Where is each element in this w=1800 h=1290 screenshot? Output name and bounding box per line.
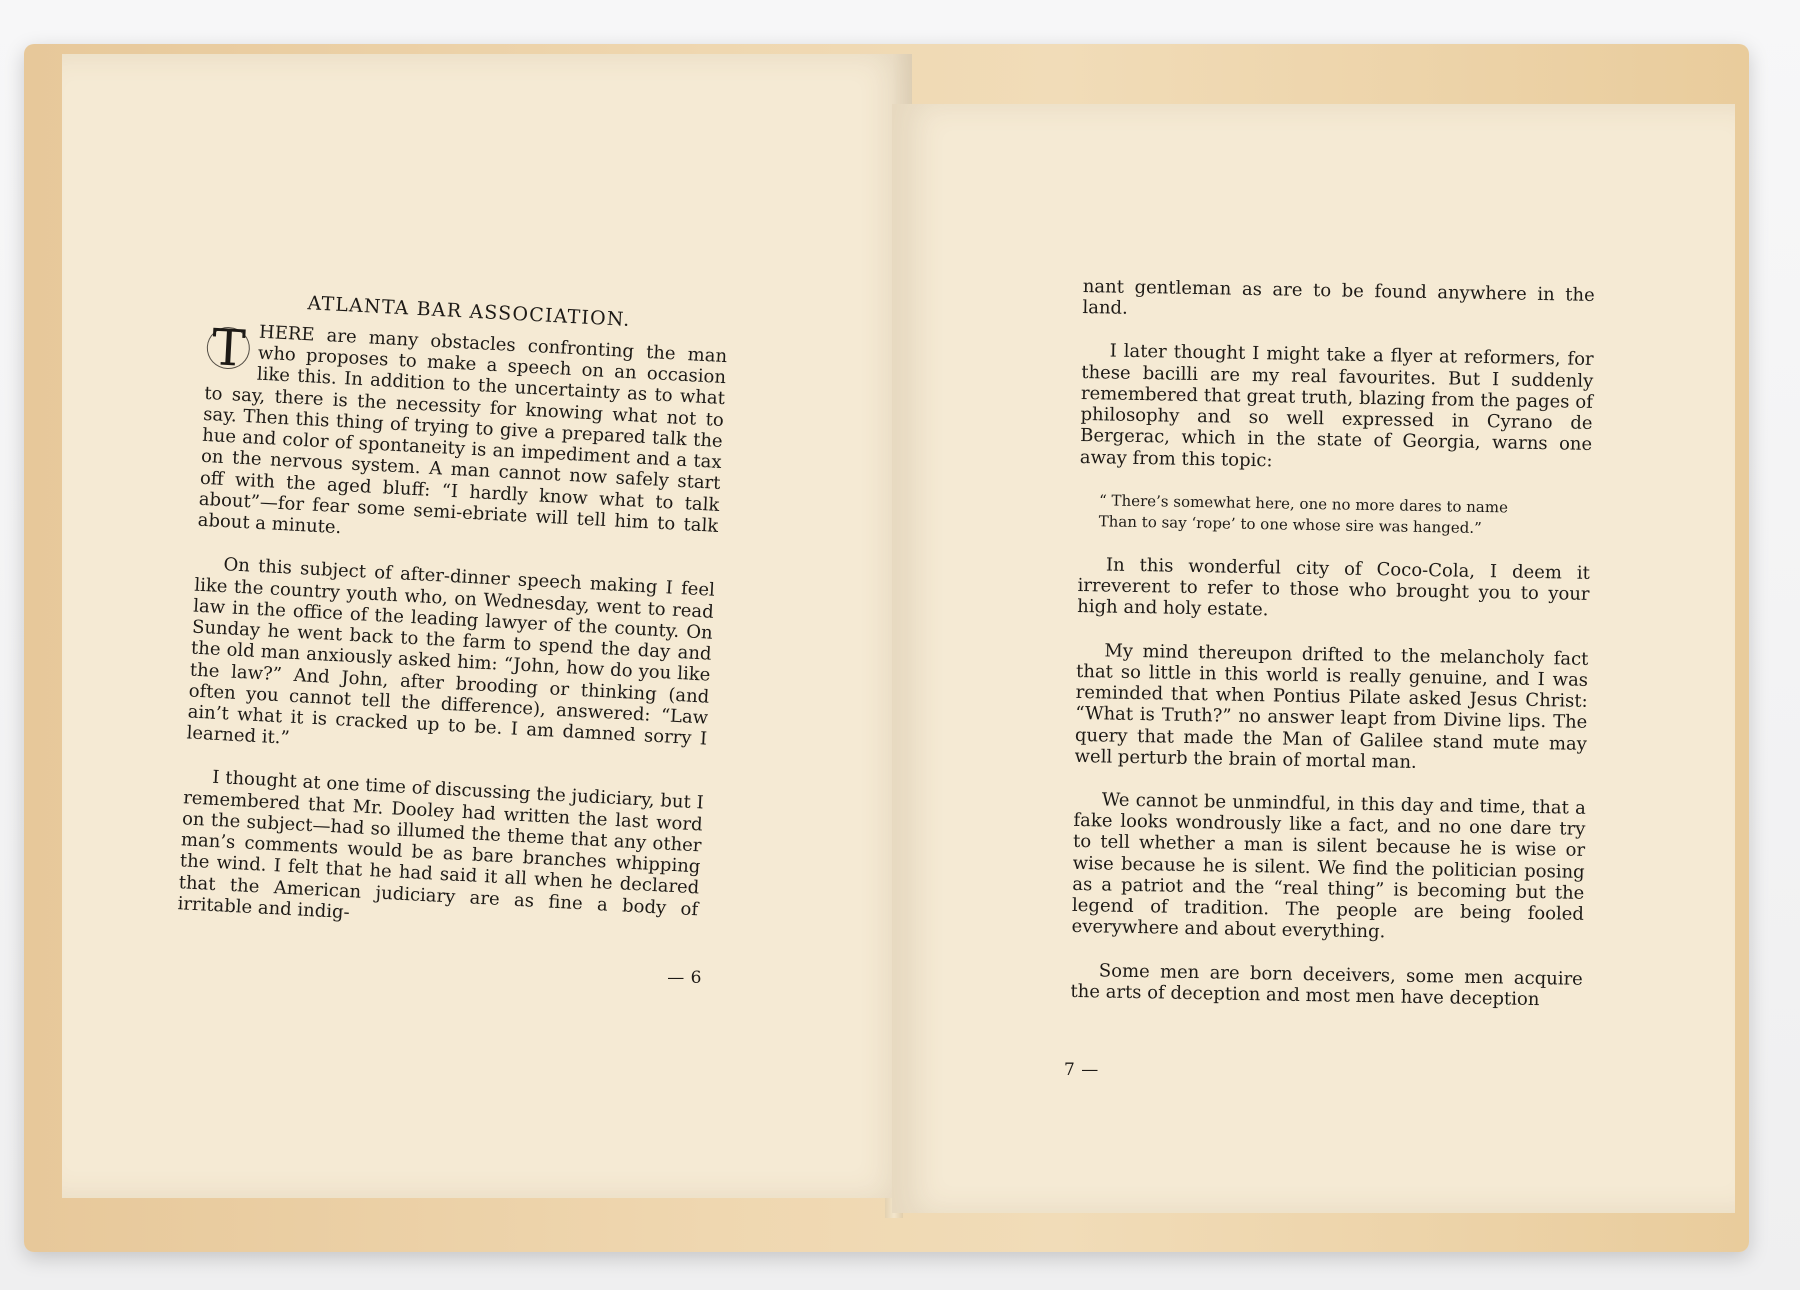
left-page-content <box>176 287 729 963</box>
right-paragraph-5: We cannot be unmindful, in this day and time, that a fake looks wondrously like a fact, and no one dare try to tell whether a man is silent because he is wise or wise because he is silent. We find the politician posing as a patriot and the “real thing” is becoming but the legend of tradition. The people are being fooled everywhere and about everything. <box>1071 789 1586 943</box>
page-heading: ATLANTA BAR ASSOCIATION. <box>306 292 632 332</box>
right-paragraph-1: nant gentleman as are to be found anywhere in the land. <box>1082 276 1595 320</box>
left-paragraph-3: I thought at one time of discussing the judiciary, but I remembered that Mr. Dooley had written the last word on the subject—had so illumed the theme that any other man’s comments would be as bare branches whipping the wind. I felt that he had said it all when he declared that the American judiciary are as fine a body of irritable and indig- <box>177 767 705 924</box>
right-paragraph-4: My mind thereupon drifted to the melancholy fact that so little in this world is really genuine, and I was reminded that when Pontius Pilate asked Jesus Christ: “What is Truth?” no answer leapt from Divine lips. The query that made the Man of Galilee stand mute may well perturb the brain of mortal man. <box>1074 640 1589 773</box>
right-page-number: 7 — <box>1064 1060 1099 1080</box>
ornamental-dropcap: T <box>206 326 251 370</box>
left-paragraph-2: On this subject of after-dinner speech making I feel like the country youth who, on Wednesday, went to read law in the office of the leading lawyer of the county. On Sunday he went back to the farm to spend the day and the old man anxiously asked him: “John, how do you like the law?” And John, after brooding or thinking (and often you cannot tell the difference), answered: “Law ain’t what it is cracked up to be. I am damned sorry I learned it.” <box>186 554 716 750</box>
left-page-number: — 6 <box>667 968 702 988</box>
left-paragraph-1 <box>197 319 727 558</box>
right-page <box>892 104 1735 1213</box>
right-paragraph-3: In this wonderful city of Coco-Cola, I deem it irreverent to refer to those who brought you to your high and holy estate. <box>1077 554 1591 621</box>
poem-quote <box>1099 490 1592 541</box>
right-paragraph-2: I later thought I might take a flyer at reformers, for these bacilli are my real favourites. But I suddenly remembered that great truth, blazing from the pages of philosophy and so well expressed in Cyrano de Bergerac, which in the state of Georgia, warns one away from this topic: <box>1079 340 1594 471</box>
left-page <box>62 54 912 1198</box>
quote-line-2: Than to say ‘rope’ to one whose sire was hanged.” <box>1098 512 1482 537</box>
quote-line-1: “ There’s somewhat here, one no more dares to name <box>1098 491 1509 517</box>
right-paragraph-6: Some men are born deceivers, some men acquire the arts of deception and most men have deception <box>1070 960 1583 1010</box>
right-page-content <box>1070 276 1595 1033</box>
left-paragraph-1-text: HERE are many obstacles confronting the man who proposes to make a speech on an occasion like this. In addition to the uncertainty as to what to say, there is the necessity for knowing what not to say. Then this thing of trying to give a prepared talk the hue and color of spontaneity is an impediment and a tax on the nervous system. A man cannot now safely start off with the aged bluff: “I hardly know what to talk about”—for fear some semi-ebriate will tell him to talk about a minute. <box>197 321 728 539</box>
